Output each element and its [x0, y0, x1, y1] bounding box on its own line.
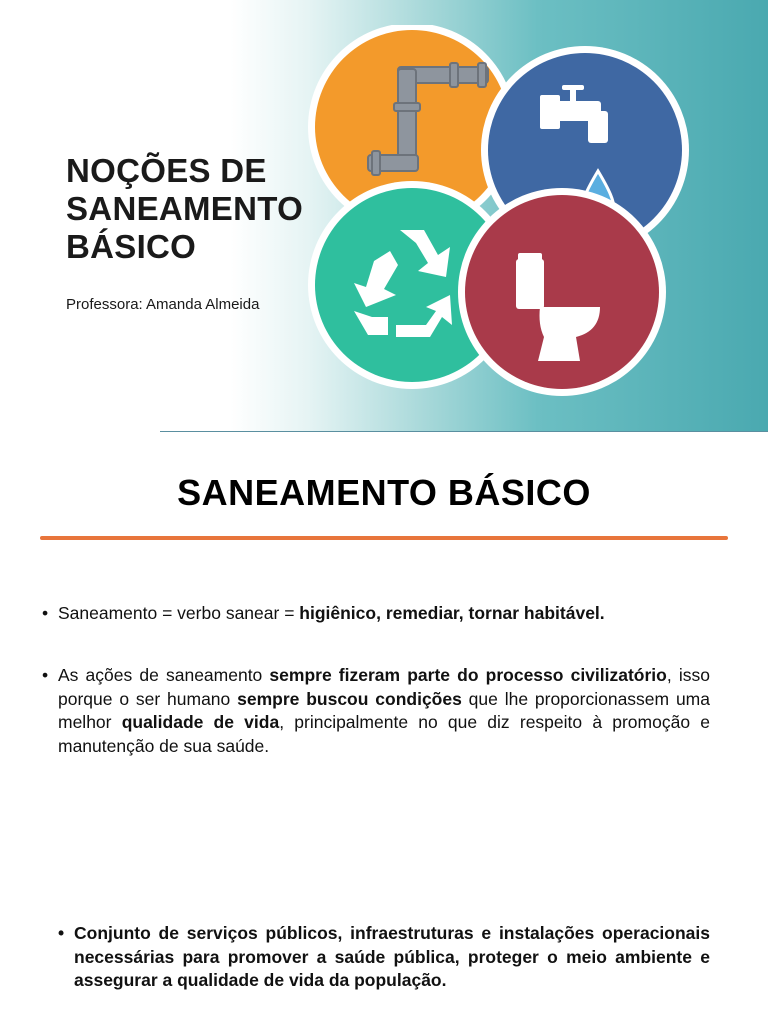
bullet-definition — [42, 602, 710, 626]
bullet-text-3: que lhe proporcionassem uma melhor — [58, 688, 710, 732]
bullet-bold-1: sempre fizeram parte do processo civilizatório — [269, 665, 667, 685]
title-line-2: SANEAMENTO — [66, 190, 304, 227]
title-underline — [40, 536, 728, 540]
bullet-history — [42, 664, 710, 758]
title-line-1: NOÇÕES DE — [66, 152, 267, 189]
presenter-name: Professora: Amanda Almeida — [66, 296, 260, 313]
bullet-dot: • — [42, 603, 49, 623]
bullet-text-2: , isso porque o ser humano — [58, 665, 710, 709]
bullet-text: Saneamento = verbo sanear = — [58, 603, 300, 623]
sanitation-icons-graphic — [300, 25, 690, 405]
title-slide — [0, 0, 768, 432]
title-line-3: BÁSICO — [66, 228, 197, 265]
bullet-text-1: As ações de saneamento — [58, 665, 270, 685]
bullet-bold-text: higiênico, remediar, tornar habitável. — [299, 603, 605, 623]
bullet-dot: • — [42, 665, 49, 685]
bullet-services — [58, 922, 710, 993]
bullet-text-4: , principalmente no que diz respeito à promoção e manutenção de sua saúde. — [58, 712, 710, 756]
bullet-bold-text: Conjunto de serviços públicos, infraestruturas e instalações operacionais necessárias para promover a saúde pública, proteger o meio ambiente e assegurar a qualidade de vida da população. — [74, 923, 710, 990]
section-title: SANEAMENTO BÁSICO — [177, 472, 591, 513]
bullet-dot: • — [58, 923, 65, 943]
toilet-icon — [458, 188, 666, 396]
bullet-bold-2: sempre buscou condições — [237, 688, 462, 709]
bullet-bold-3: qualidade de vida — [121, 712, 280, 732]
slide-title — [66, 152, 326, 266]
slide-divider — [160, 431, 768, 432]
